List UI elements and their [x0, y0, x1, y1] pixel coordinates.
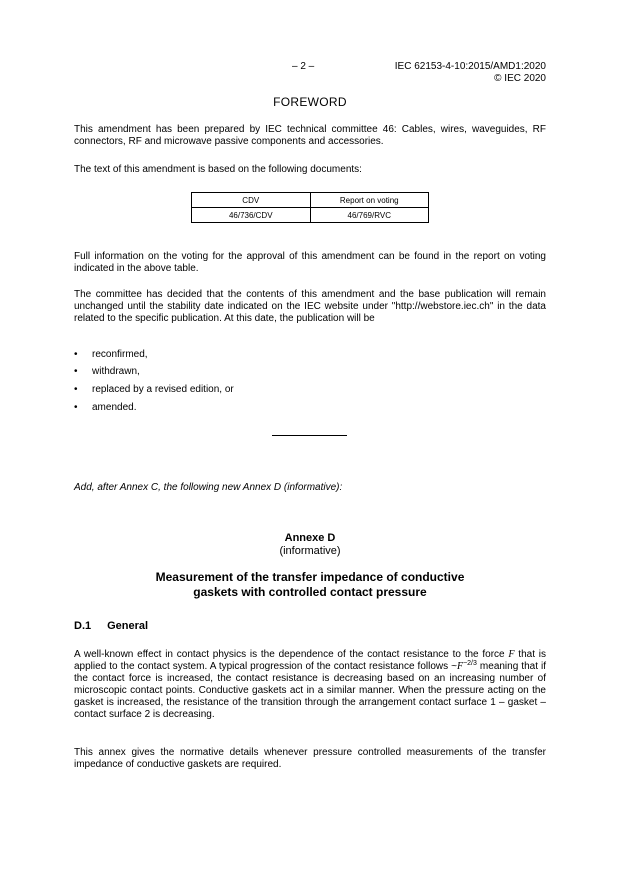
bullet-icon: •: [74, 349, 78, 360]
table-cell-rvc: 46/769/RVC: [310, 208, 429, 223]
bullet-icon: •: [74, 366, 78, 377]
amendment-instruction: Add, after Annex C, the following new Annex D (informative):: [74, 482, 343, 493]
foreword-paragraph-voting: Full information on the voting for the approval of this amendment can be found in the report on voting indicated in the above table.: [74, 251, 546, 274]
formula-variable: F: [456, 661, 464, 672]
table-header-cdv: CDV: [192, 193, 311, 208]
annex-heading-line-2: gaskets with controlled contact pressure: [193, 585, 427, 599]
foreword-paragraph-stability: The committee has decided that the contents of this amendment and the base publication will remain unchanged until the stability date indicated on the IEC website under "http://webstore.iec.ch" in the data related to the specific publication. At this date, the publication will be: [74, 289, 546, 324]
voting-documents-table: [191, 192, 429, 223]
section-paragraph-contact-physics: [74, 649, 546, 721]
document-id: IEC 62153-4-10:2015/AMD1:2020: [394, 61, 546, 72]
list-item-text: reconfirmed,: [92, 349, 148, 360]
formula: [451, 661, 477, 672]
list-item-text: withdrawn,: [92, 366, 140, 377]
foreword-paragraph-committee: This amendment has been prepared by IEC technical committee 46: Cables, wires, waveguides, RF connectors, RF and microwave passive components and accessories.: [74, 124, 546, 147]
list-item-text: amended.: [92, 402, 137, 413]
force-variable: F: [508, 649, 515, 660]
list-item-text: replaced by a revised edition, or: [92, 384, 234, 395]
paragraph-text-part-3: meaning that if the contact force is increased, the contact resistance is decreasing based on an increasing number of microscopic contact points. Conductive gaskets act in a similar manner. When the pressure acting on the gasket is increased, the resistance of the transition through the arrangement contact surface 1 – gasket – contact surface 2 is decreasing.: [74, 661, 546, 720]
separator-rule: [272, 435, 347, 436]
annex-heading-line-1: Measurement of the transfer impedance of conductive: [155, 570, 465, 584]
table-header-row: [192, 193, 429, 208]
paragraph-text-part-1: A well-known effect in contact physics is the dependence of the contact resistance to the force: [74, 649, 505, 660]
formula-exponent: −2/3: [463, 660, 477, 667]
annex-subtitle: (informative): [279, 545, 341, 557]
bullet-icon: •: [74, 402, 78, 413]
foreword-paragraph-documents: The text of this amendment is based on the following documents:: [74, 164, 362, 175]
section-number: D.1: [74, 620, 92, 632]
section-title: General: [107, 620, 149, 632]
copyright-notice: © IEC 2020: [494, 73, 546, 84]
section-paragraph-scope: This annex gives the normative details whenever pressure controlled measurements of the transfer impedance of conductive gaskets are required.: [74, 747, 546, 770]
document-reference: [375, 61, 546, 85]
table-header-report: Report on voting: [310, 193, 429, 208]
section-heading: [74, 620, 148, 632]
bullet-icon: •: [74, 384, 78, 395]
table-row: [192, 208, 429, 223]
foreword-title: FOREWORD: [273, 95, 347, 109]
paragraph-text-part-2: that is applied to the contact system. A typical progression of the contact resistance follows: [74, 649, 546, 672]
page-number: – 2 –: [292, 61, 315, 72]
annex-title: Annexe D: [284, 532, 336, 544]
annex-heading: [100, 570, 520, 600]
formula-prefix: ~: [451, 661, 457, 672]
table-cell-cdv: 46/736/CDV: [192, 208, 311, 223]
